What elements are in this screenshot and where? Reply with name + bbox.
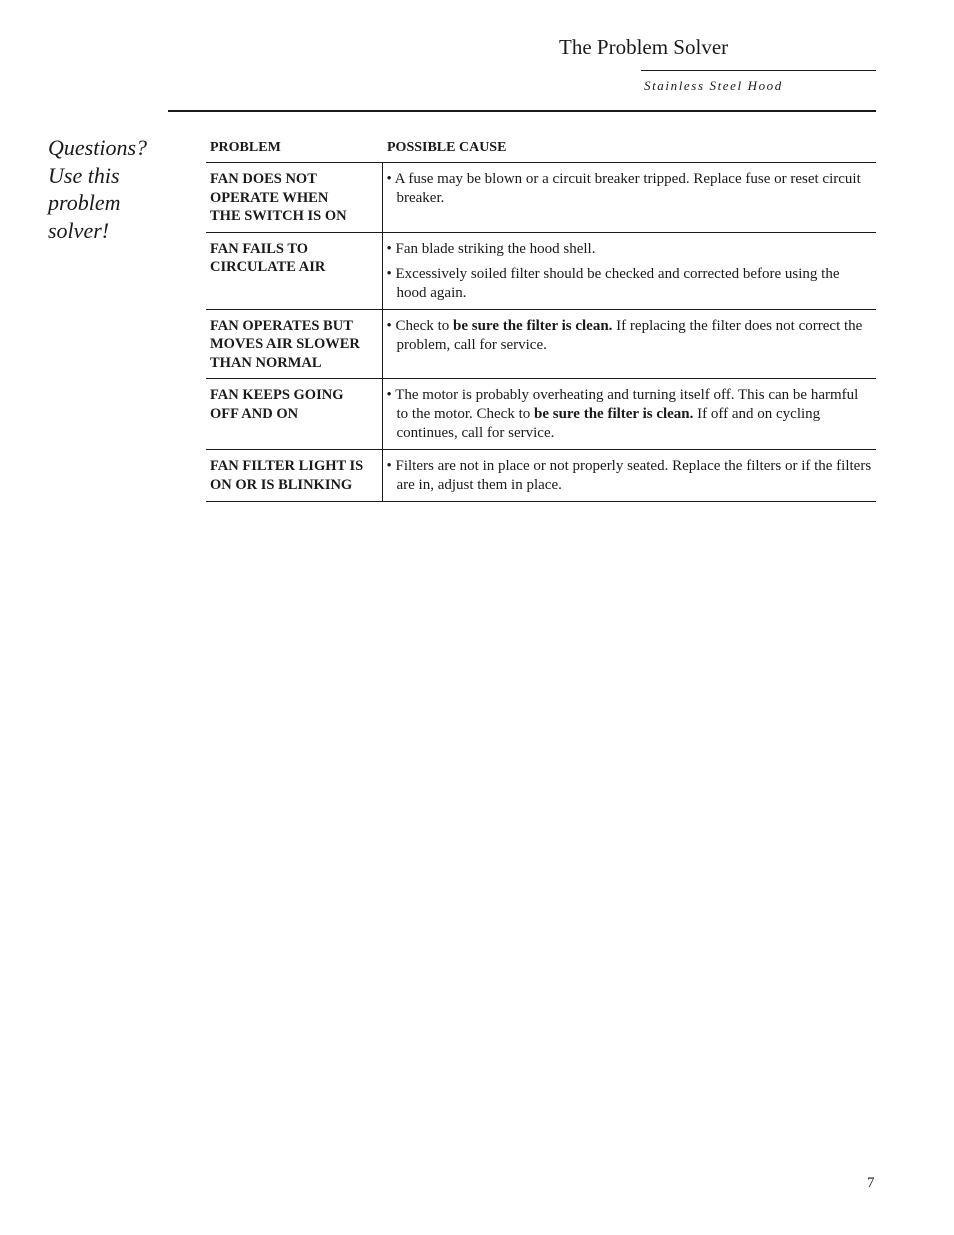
page-header-subtitle: Stainless Steel Hood: [644, 78, 783, 93]
page-number: 7: [867, 1175, 875, 1191]
problem-cell: [206, 163, 382, 233]
problem-line: FAN KEEPS GOING: [210, 387, 344, 403]
table-row: [206, 163, 876, 233]
problem-line: FAN FILTER LIGHT IS: [210, 458, 364, 474]
table-row: [206, 232, 876, 309]
problem-cell: [206, 309, 382, 379]
column-header-problem: PROBLEM: [206, 135, 382, 163]
cause-cell: [382, 309, 876, 379]
problem-line: FAN FAILS TO: [210, 240, 309, 257]
problem-line: CIRCULATE AIR: [210, 259, 326, 275]
problem-line: THE SWITCH IS ON: [210, 208, 347, 224]
problem-line: OPERATE WHEN: [210, 189, 329, 206]
table-row: [206, 379, 876, 450]
emphasis-text: be sure the filter is clean.: [533, 406, 694, 422]
cause-cell: [382, 163, 876, 233]
side-note-line: solver!: [48, 217, 110, 243]
problem-line: OFF AND ON: [210, 405, 299, 422]
cause-bullet: • Fan blade striking the hood shell.: [386, 240, 596, 257]
side-note-line: Questions?: [48, 135, 147, 160]
cause-bullet: • Filters are not in place or not properly seated. Replace the filters or if the filters are in, adjust them in place.: [386, 458, 872, 493]
side-note-line: Use this: [48, 162, 120, 188]
cause-bullet: • Excessively soiled filter should be checked and corrected before using the hood again.: [386, 265, 840, 301]
problem-line: FAN DOES NOT: [210, 171, 317, 187]
header-rule-long: [168, 110, 876, 112]
problem-line: THAN NORMAL: [210, 354, 322, 371]
cause-cell: [382, 450, 876, 502]
cause-bullet: • The motor is probably overheating and turning itself off. This can be harmful to the motor. Check to be sure the filter is clean. If off and on cycling continues, call for service.: [386, 387, 859, 441]
cause-bullet: • Check to be sure the filter is clean. If replacing the filter does not correct the problem, call for service.: [386, 317, 863, 353]
table-header-row: [206, 135, 876, 163]
problem-cell: [206, 379, 382, 450]
header-rule-short: [641, 70, 876, 71]
problem-cell: [206, 232, 382, 309]
column-header-cause: POSSIBLE CAUSE: [382, 135, 876, 163]
problem-line: FAN OPERATES BUT: [210, 317, 353, 334]
problem-cell: [206, 450, 382, 502]
emphasis-text: be sure the filter is clean.: [453, 317, 613, 334]
table-row: [206, 309, 876, 379]
problem-solver-table: [206, 135, 876, 502]
page-header-title: The Problem Solver: [559, 35, 729, 59]
cause-cell: [382, 379, 876, 450]
cause-cell: [382, 232, 876, 309]
table-row: [206, 450, 876, 502]
side-note-line: problem: [48, 190, 121, 215]
cause-bullet: • A fuse may be blown or a circuit breaker tripped. Replace fuse or reset circuit breaker.: [386, 171, 861, 206]
problem-line: ON OR IS BLINKING: [210, 476, 353, 493]
side-note: [48, 134, 168, 244]
problem-line: MOVES AIR SLOWER: [210, 336, 360, 352]
